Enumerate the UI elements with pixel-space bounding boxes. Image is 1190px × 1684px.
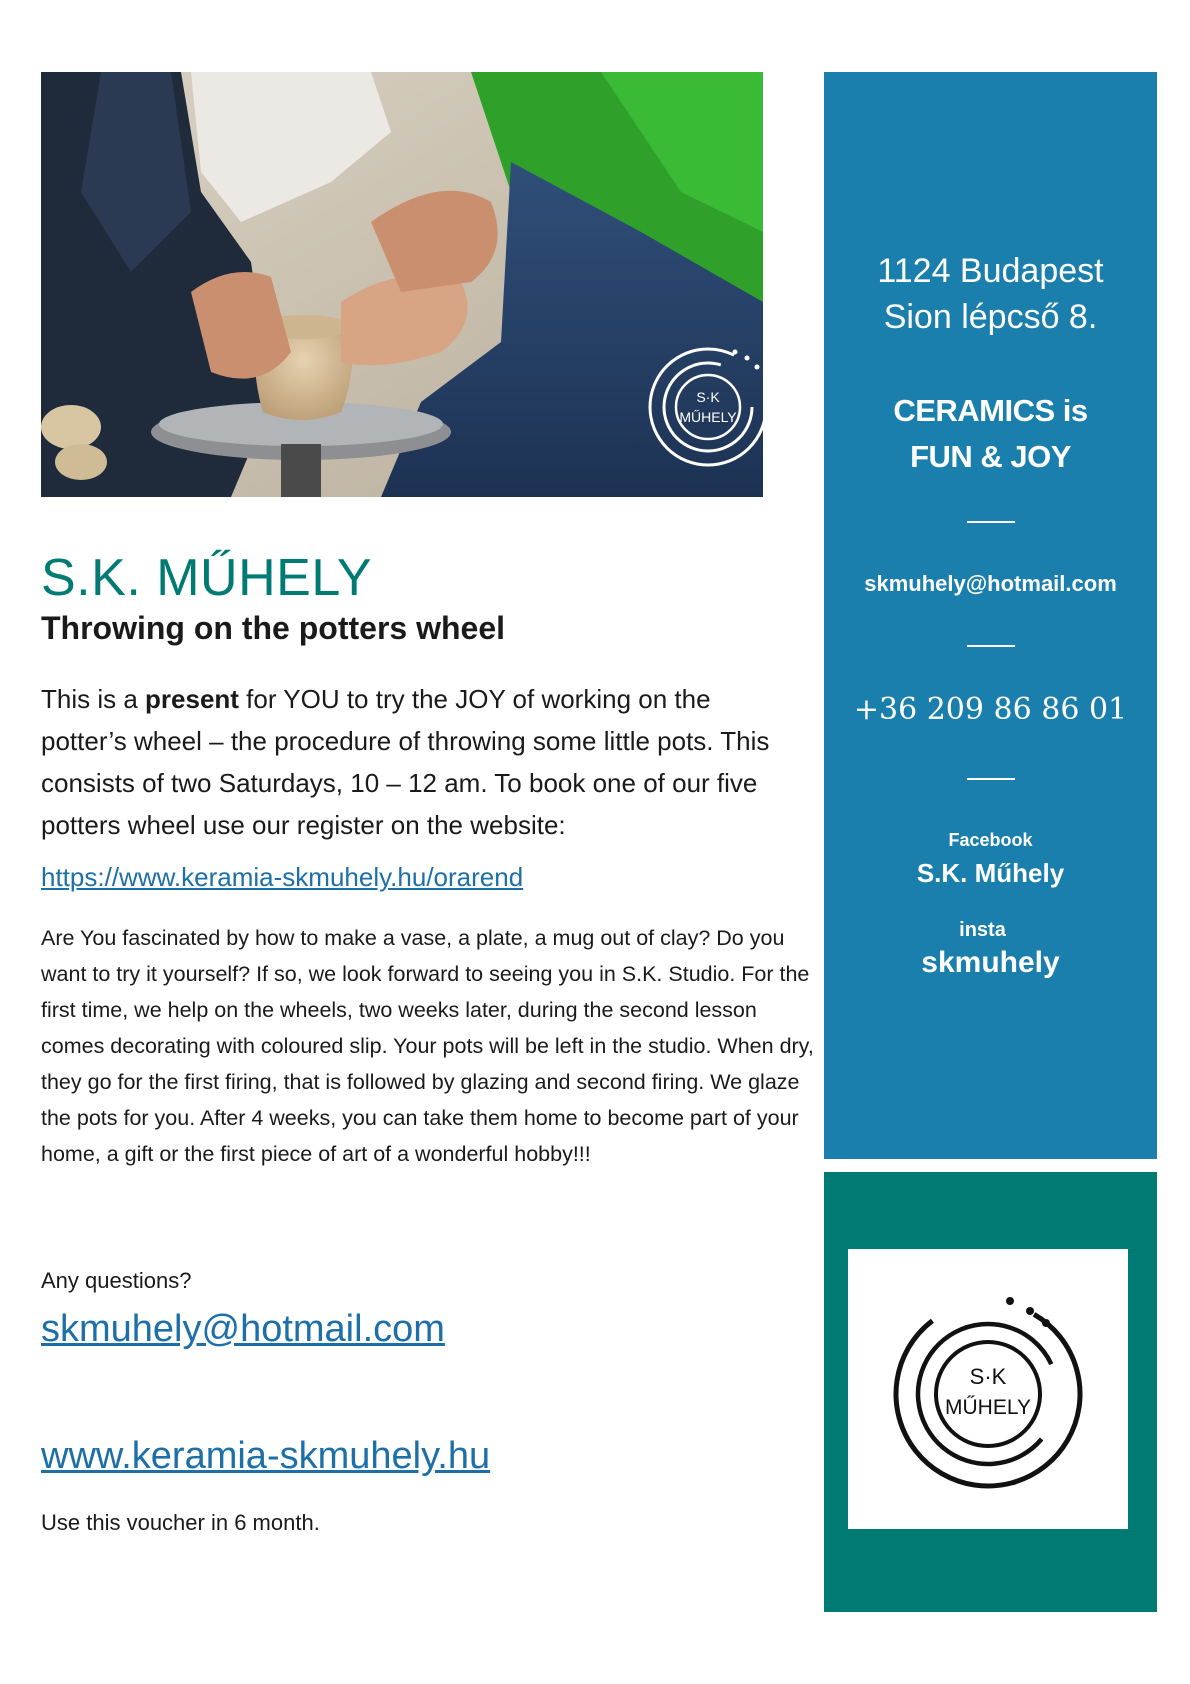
insta-label: insta [959,919,1006,941]
sidebar-email[interactable]: skmuhely@hotmail.com [864,571,1117,596]
intro-bold-present: present [145,684,239,714]
pottery-photo [41,72,763,497]
sk-muhely-logo-icon [848,1249,1128,1529]
insta-handle[interactable]: skmuhely [921,946,1060,979]
tagline-line-2: FUN & JOY [910,439,1071,474]
logo-overlay-icon [643,342,763,472]
logo-panel [824,1172,1157,1612]
logo-overlay-top: S·K [696,389,720,405]
contact-sidebar [824,72,1157,1159]
address-line-2: Sion lépcső 8. [883,298,1098,336]
logo-box [848,1249,1128,1529]
divider-1 [967,521,1015,523]
schedule-link[interactable]: https://www.keramia-skmuhely.hu/orarend [41,862,524,892]
page-title: S.K. MŰHELY [41,549,373,607]
voucher-note: Use this voucher in 6 month. [41,1510,320,1535]
address [824,248,1157,340]
tagline [824,388,1157,480]
address-line-1: 1124 Budapest [877,252,1104,290]
website-link[interactable]: www.keramia-skmuhely.hu [41,1435,491,1477]
logo-overlay-bottom: MŰHELY [679,409,737,425]
intro-text-2: for YOU to try the JOY of working on the potter’s wheel – the procedure of throwing some little pots. This consists of two Saturdays, 10 – 12 am. To book one of our five potters wheel use our register on the website: [41,684,770,840]
facebook-handle[interactable]: S.K. Műhely [916,858,1065,888]
divider-2 [967,645,1015,647]
tagline-line-1: CERAMICS is [893,393,1088,428]
email-link[interactable]: skmuhely@hotmail.com [41,1308,445,1350]
intro-paragraph [41,678,801,846]
logo-text-bottom: MŰHELY [945,1396,1031,1419]
sidebar-phone: +36 209 86 86 01 [853,692,1128,727]
logo-text-top: S·K [969,1364,1007,1389]
page-subtitle: Throwing on the potters wheel [41,610,505,646]
questions-label: Any questions? [41,1268,192,1293]
intro-text-1: This is a [41,684,146,714]
description-paragraph: Are You fascinated by how to make a vase, a plate, a mug out of clay? Do you want to try it yourself? If so, we look forward to seeing you in S.K. Studio. For the first time, we help on the wheels, two weeks later, during the second lesson comes decorating with coloured slip. Your pots will be left in the studio. When dry, they go for the first firing, that is followed by glazing and second firing. We glaze the pots for you. After 4 weeks, you can take them home to become part of your home, a gift or the first piece of art of a wonderful hobby!!! [41,926,814,1166]
divider-3 [967,778,1015,780]
facebook-label: Facebook [948,830,1033,850]
